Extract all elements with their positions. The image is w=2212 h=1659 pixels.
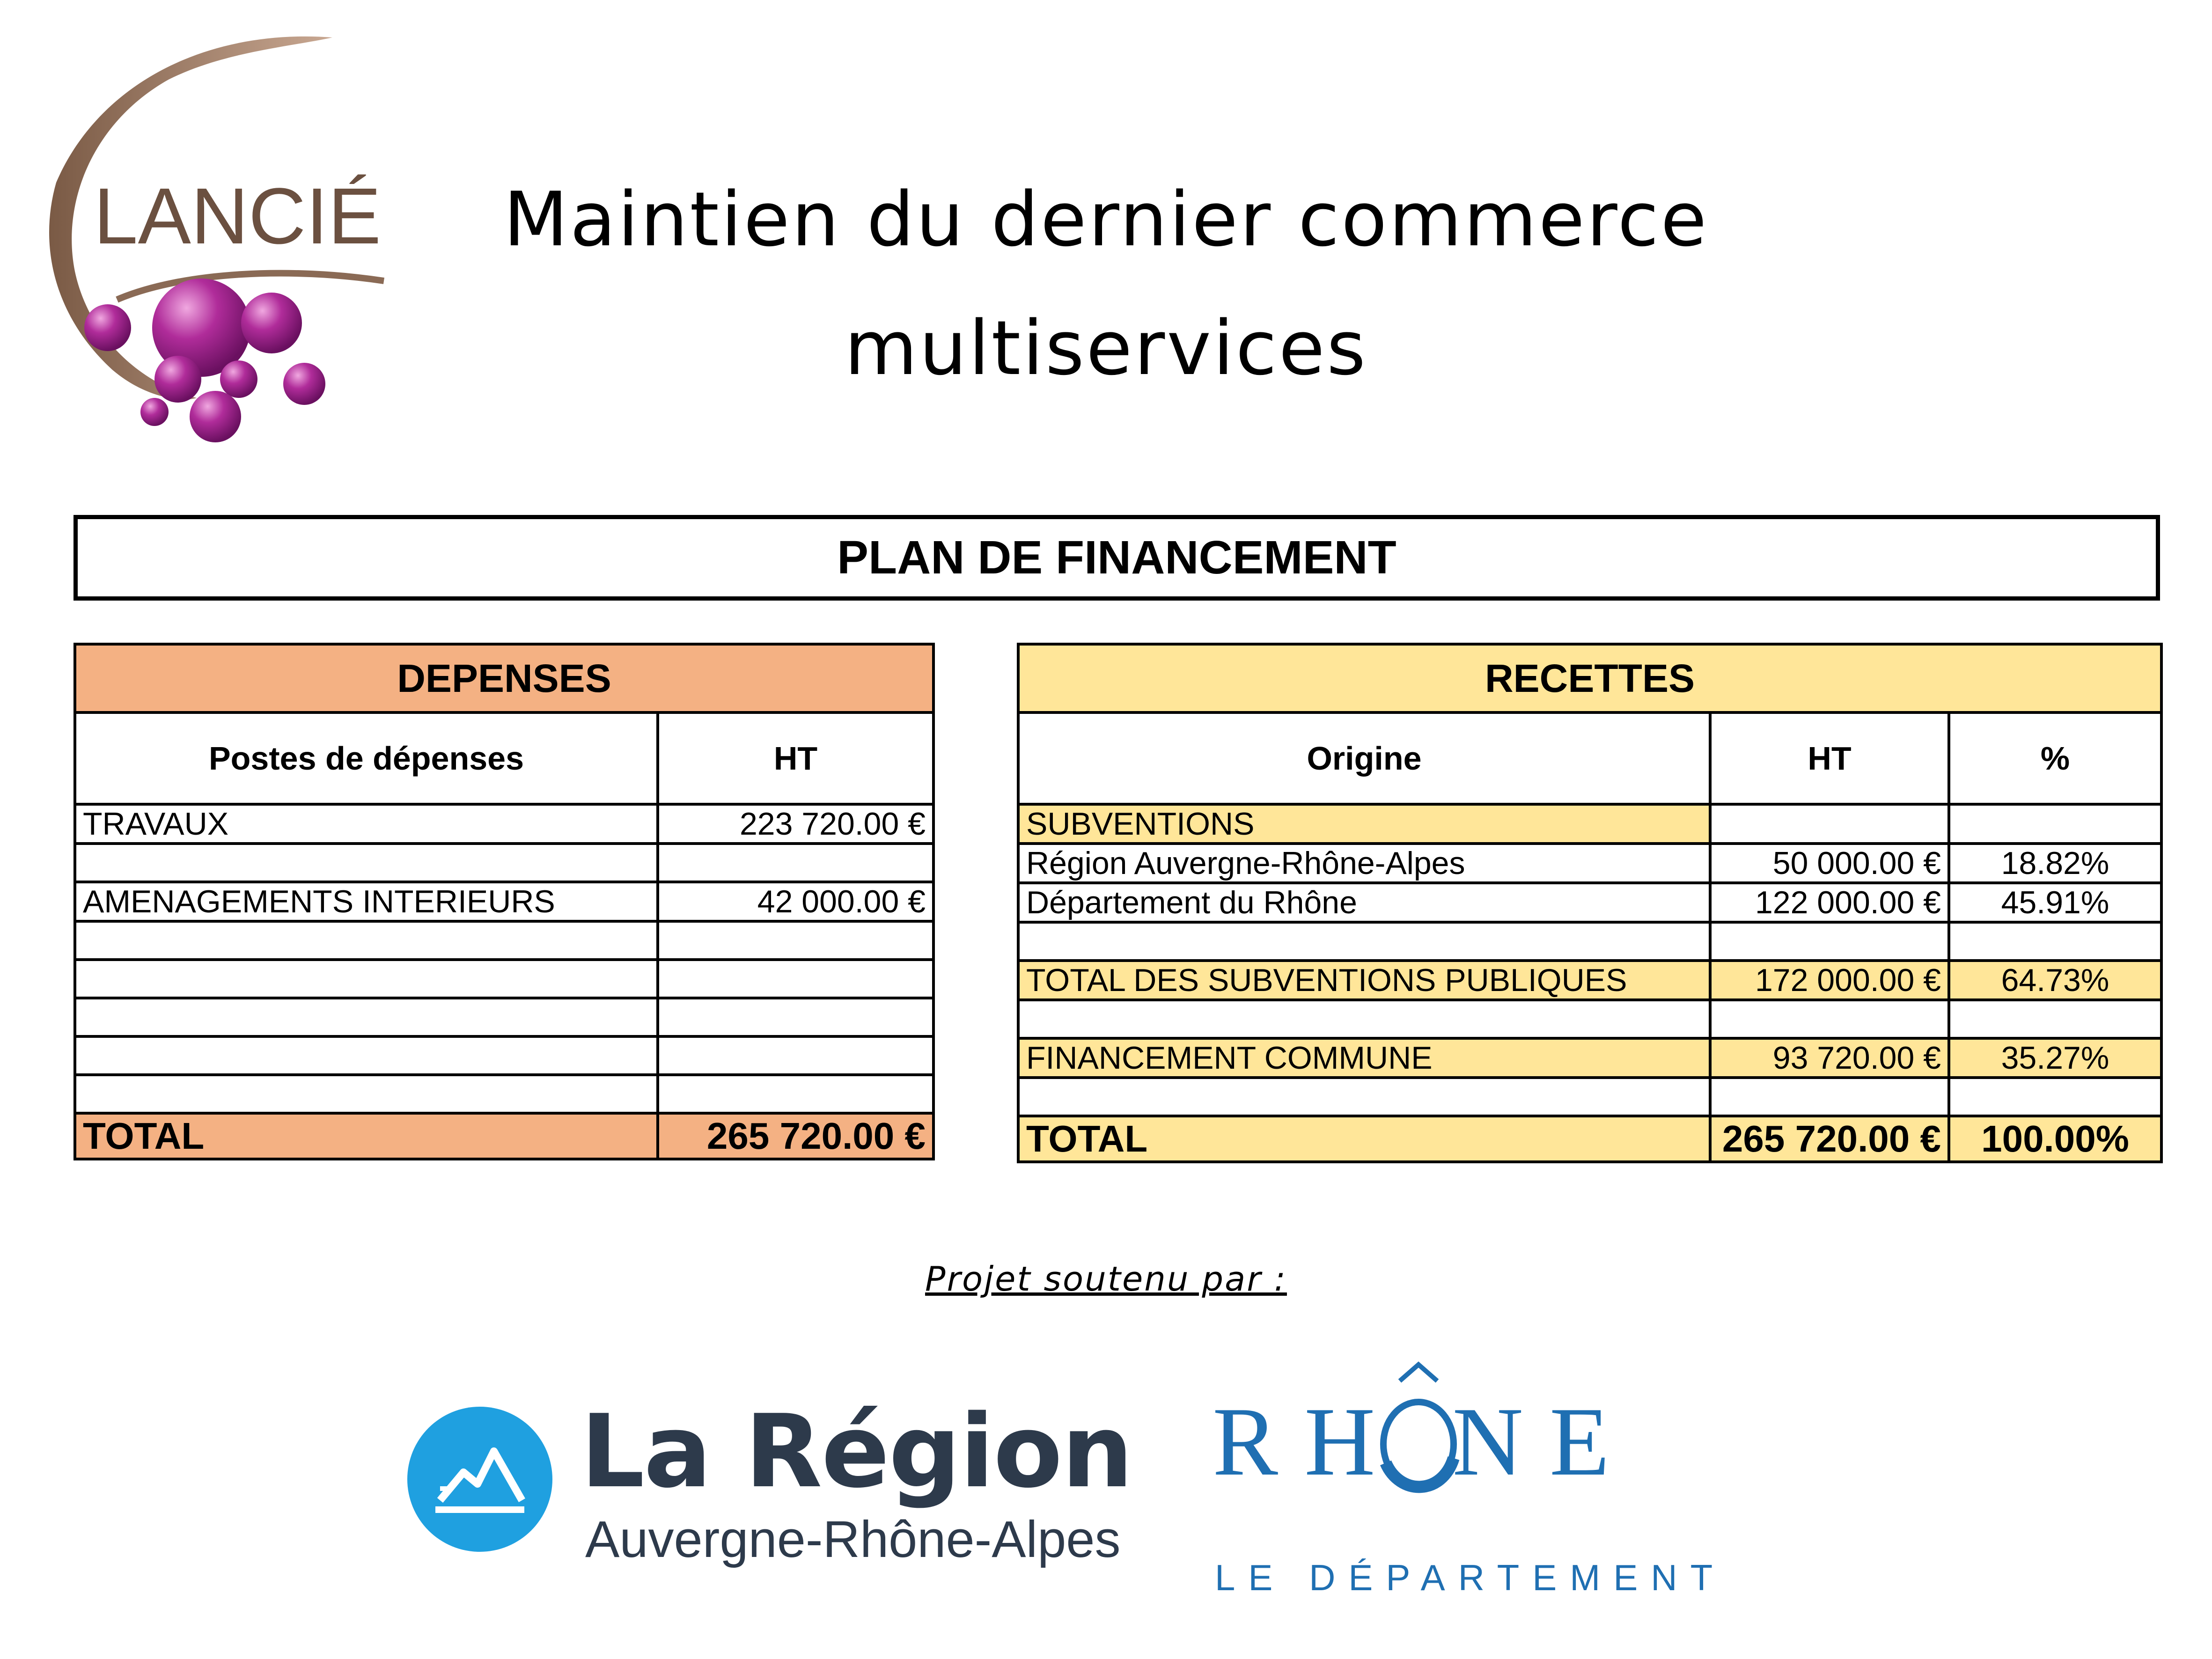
depenses-row-label (75, 998, 658, 1036)
recettes-total-label: TOTAL (1018, 1116, 1710, 1162)
depenses-table (73, 643, 935, 1160)
recettes-row-pct: 18.82% (1949, 844, 2161, 883)
depenses-row-ht: 42 000.00 € (658, 882, 933, 921)
recettes-row-ht: 93 720.00 € (1710, 1038, 1949, 1078)
recettes-row-ht: 50 000.00 € (1710, 844, 1949, 883)
recettes-row-ht (1710, 804, 1949, 844)
recettes-row-ht: 172 000.00 € (1710, 961, 1949, 1000)
recettes-table (1017, 643, 2163, 1163)
depenses-row-label: TRAVAUX (75, 804, 658, 844)
recettes-col-origine: Origine (1018, 712, 1710, 804)
recettes-row-pct: 45.91% (1949, 883, 2161, 922)
depenses-row-label (75, 960, 658, 998)
depenses-row-ht (658, 921, 933, 960)
recettes-row-ht (1710, 1000, 1949, 1038)
depenses-row-label (75, 921, 658, 960)
depenses-row-label (75, 1075, 658, 1113)
region-logo-subtitle: Auvergne-Rhône-Alpes (585, 1511, 1121, 1568)
region-logo-name: La Région (581, 1393, 1132, 1510)
recettes-total-pct: 100.00% (1949, 1116, 2161, 1162)
recettes-row-origine: TOTAL DES SUBVENTIONS PUBLIQUES (1018, 961, 1710, 1000)
recettes-row-origine: SUBVENTIONS (1018, 804, 1710, 844)
recettes-header: RECETTES (1018, 644, 2161, 712)
rhone-logo-subtitle: LE DÉPARTEMENT (1215, 1557, 1726, 1598)
plan-title: PLAN DE FINANCEMENT (73, 515, 2160, 601)
recettes-row-pct (1949, 1000, 2161, 1038)
depenses-row-ht: 223 720.00 € (658, 804, 933, 844)
page-title-line-2: multiservices (844, 304, 1368, 392)
depenses-row-ht (658, 998, 933, 1036)
depenses-col-postes: Postes de dépenses (75, 712, 658, 804)
recettes-row-pct: 35.27% (1949, 1038, 2161, 1078)
depenses-header: DEPENSES (75, 644, 933, 712)
depenses-row-label (75, 844, 658, 882)
recettes-row-pct: 64.73% (1949, 961, 2161, 1000)
lancie-logo-text: LANCIÉ (94, 172, 382, 261)
recettes-row-origine: FINANCEMENT COMMUNE (1018, 1038, 1710, 1078)
recettes-row-origine (1018, 1078, 1710, 1116)
recettes-row-pct (1949, 1078, 2161, 1116)
recettes-row-origine (1018, 1000, 1710, 1038)
depenses-row-label: AMENAGEMENTS INTERIEURS (75, 882, 658, 921)
recettes-row-ht (1710, 1078, 1949, 1116)
recettes-row-pct (1949, 922, 2161, 961)
rhone-logo-o-icon (1372, 1355, 1465, 1496)
recettes-total-value: 265 720.00 € (1710, 1116, 1949, 1162)
recettes-row-origine: Région Auvergne-Rhône-Alpes (1018, 844, 1710, 883)
recettes-col-ht: HT (1710, 712, 1949, 804)
page-title-line-1: Maintien du dernier commerce (503, 176, 1709, 263)
depenses-total-value: 265 720.00 € (658, 1113, 933, 1159)
support-label: Projet soutenu par : (925, 1259, 1287, 1299)
depenses-row-ht (658, 844, 933, 882)
depenses-row-ht (658, 1036, 933, 1075)
recettes-row-origine (1018, 922, 1710, 961)
recettes-row-ht (1710, 922, 1949, 961)
recettes-col-pct: % (1949, 712, 2161, 804)
depenses-row-ht (658, 960, 933, 998)
recettes-row-ht: 122 000.00 € (1710, 883, 1949, 922)
region-logo-icon (407, 1407, 552, 1552)
recettes-row-origine: Département du Rhône (1018, 883, 1710, 922)
depenses-row-ht (658, 1075, 933, 1113)
depenses-row-label (75, 1036, 658, 1075)
depenses-col-ht: HT (658, 712, 933, 804)
recettes-row-pct (1949, 804, 2161, 844)
rhone-logo-name: RH NE (1213, 1387, 1636, 1496)
depenses-total-label: TOTAL (75, 1113, 658, 1159)
